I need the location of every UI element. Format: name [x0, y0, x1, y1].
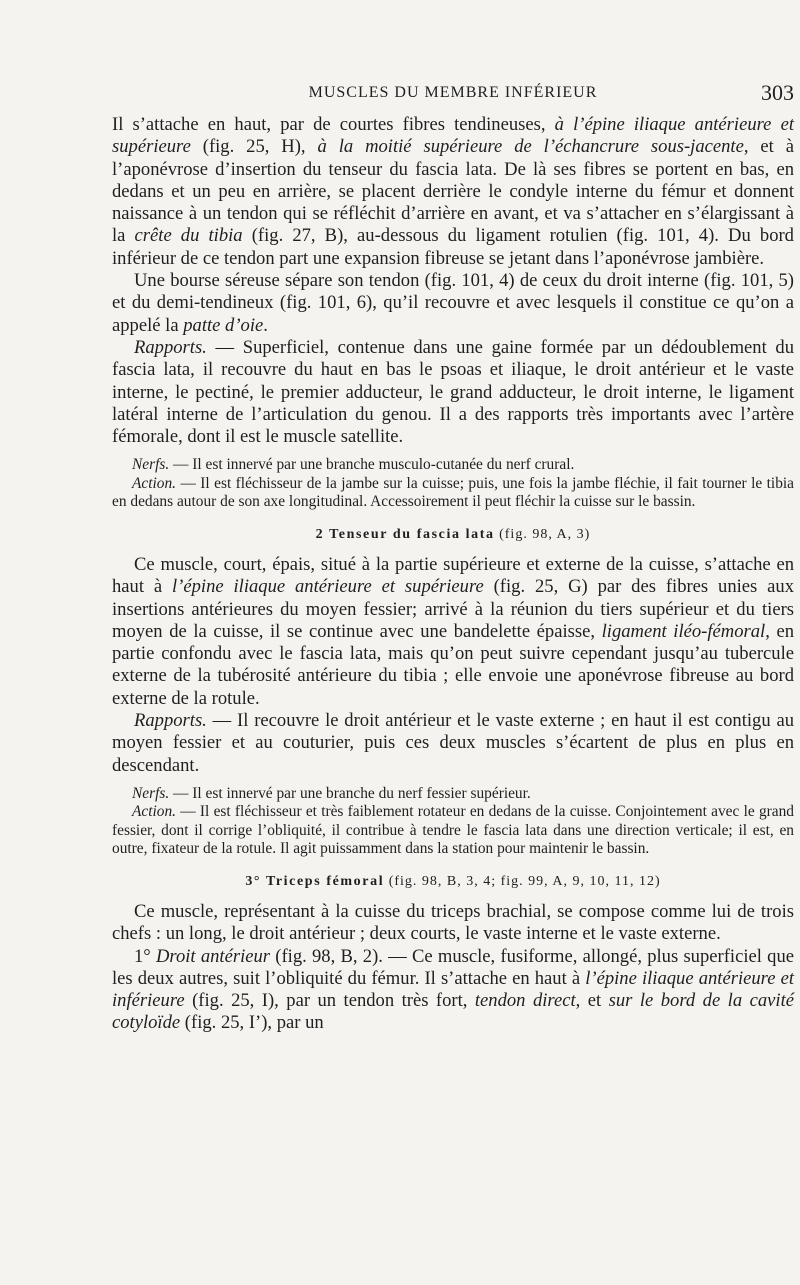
- paragraph-rapports-tenseur: Rapports. — Il recouvre le droit antérieur et le vaste externe ; en haut il est contigu au moyen fessier et au couturier, puis ces deux muscles s’écartent de plus en plus en descendant.: [112, 710, 794, 776]
- note-nerfs-tenseur: Nerfs. — Il est innervé par une branche du nerf fessier supérieur.: [132, 784, 531, 802]
- page-body: [112, 114, 794, 1035]
- note-action-sartorius: Action. — Il est fléchisseur de la jambe sur la cuisse; puis, une fois la jambe fléchie, il fait tourner le tibia en dedans autour de son axe longitudinal. Accessoirement il peut fléchir la cuisse sur le bassin.: [112, 474, 794, 511]
- section-heading-tenseur: 2 Tenseur du fascia lata (fig. 98, A, 3): [315, 526, 591, 542]
- paragraph-rapports-sartorius: Rapports. — Superficiel, contenue dans une gaine formée par un dédoublement du fascia lata, il recouvre du haut en bas le psoas et iliaque, le droit antérieur et le vaste interne, le pectiné, le premier adducteur, le grand adducteur, le droit interne, le ligament latéral interne de l’articulation du genou. Il a des rapports très importants avec l’artère fémorale, dont il est le muscle satellite.: [112, 336, 794, 448]
- paragraph-triceps-description: Ce muscle, représentant à la cuisse du triceps brachial, se compose comme lui de trois chefs : un long, le droit antérieur ; deux courts, le vaste interne et le vaste externe.: [112, 900, 794, 945]
- paragraph-sartorius-insertion: Il s’attache en haut, par de courtes fibres tendineuses, à l’épine iliaque antérieure et supérieure (fig. 25, H), à la moitié supérieure de l’échancrure sous-jacente, et à l’aponévrose d’insertion du tenseur du fascia lata. De là ses fibres se portent en bas, en dedans et un peu en arrière, se placent derrière le condyle interne du fémur et donnent naissance à un tendon qui se réfléchit d’arrière en avant, et va s’attacher en s’élargissant à la crête du tibia (fig. 27, B), au-dessous du ligament rotulien (fig. 101, 4). Du bord inférieur de ce tendon part une expansion fibreuse se jetant dans l’aponévrose jambière.: [112, 114, 794, 269]
- page-header: [112, 82, 794, 108]
- paragraph-patte-d-oie: Une bourse séreuse sépare son tendon (fig. 101, 4) de ceux du droit interne (fig. 101, 5) et du demi-tendineux (fig. 101, 6), qu’il recouvre et avec lesquels il constitue ce qu’on a appelé la patte d’oie.: [112, 270, 794, 336]
- note-action-tenseur: Action. — Il est fléchisseur et très faiblement rotateur en dedans de la cuisse. Conjointement avec le grand fessier, dont il corrige l’obliquité, il contribue à tendre le fascia lata dans une direction verticale; il est, en outre, fixateur de la rotule. Il agit puissamment dans la station pour maintenir le bassin.: [112, 803, 794, 858]
- section-heading-triceps: 3° Triceps fémoral (fig. 98, B, 3, 4; fig. 99, A, 9, 10, 11, 12): [245, 873, 661, 889]
- paragraph-droit-anterieur: 1° Droit antérieur (fig. 98, B, 2). — Ce muscle, fusiforme, allongé, plus superficiel que les deux autres, suit l’obliquité du fémur. Il s’attache en haut à l’épine iliaque antérieure et inférieure (fig. 25, I), par un tendon très fort, tendon direct, et sur le bord de la cavité cotyloïde (fig. 25, I’), par un: [112, 945, 794, 1034]
- running-head: MUSCLES DU MEMBRE INFÉRIEUR: [308, 84, 598, 101]
- page-number: 303: [761, 80, 794, 105]
- note-nerfs-sartorius: Nerfs. — Il est innervé par une branche musculo-cutanée du nerf crural.: [132, 456, 575, 474]
- paragraph-tenseur-description: Ce muscle, court, épais, situé à la partie supérieure et externe de la cuisse, s’attache en haut à l’épine iliaque antérieure et supérieure (fig. 25, G) par des fibres unies aux insertions antérieures du moyen fessier; arrivé à la réunion du tiers supérieur et du tiers moyen de la cuisse, il se continue avec une bandelette épaisse, ligament iléo-fémoral, en partie confondu avec le fascia lata, mais qu’on peut suivre cependant jusqu’au tubercule externe de la tubérosité antérieure du tibia ; elle envoie une aponévrose fibreuse au bord externe de la rotule.: [112, 553, 794, 709]
